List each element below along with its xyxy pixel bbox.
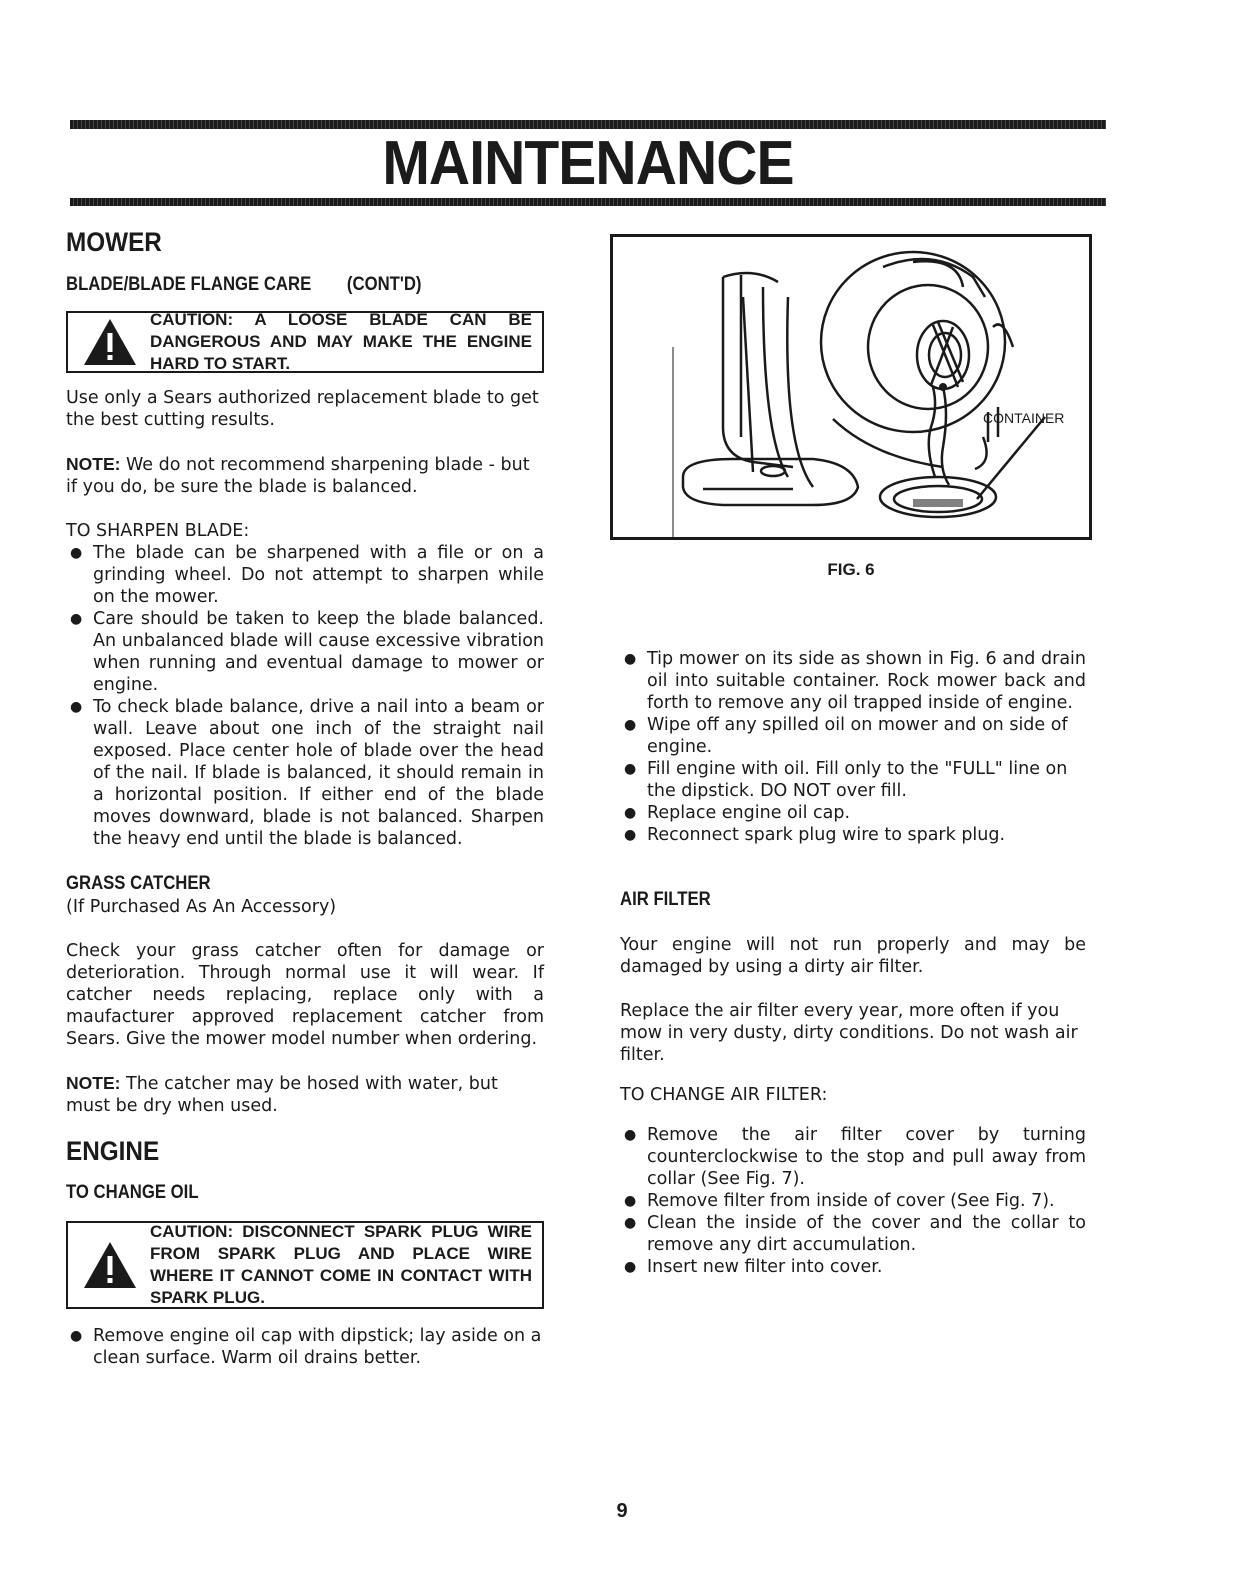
header-rule-top <box>70 120 1106 129</box>
list-item: ● Remove the air filter cover by turning counterclockwise to the stop and pull away from collar (See Fig. 7). <box>624 1125 1086 1189</box>
list-item: ● The blade can be sharpened with a file or on a grinding wheel. Do not attempt to sharpen while on the mower. <box>70 543 544 607</box>
blade-care-contd: (CONT'D) <box>346 274 422 295</box>
note-catcher <box>66 1072 544 1117</box>
warning-triangle-icon <box>82 1240 138 1290</box>
note-text: The catcher may be hosed with water, but must be dry when used. <box>66 1074 498 1116</box>
oil-list-left <box>66 1325 544 1369</box>
figure-6-image <box>610 234 1092 540</box>
list-item: ● Fill engine with oil. Fill only to the "FULL" line on the dipstick. DO NOT over fill. <box>624 759 1068 801</box>
sharpen-list <box>66 542 544 850</box>
note-sharpening <box>66 453 544 498</box>
list-item: ● Tip mower on its side as shown in Fig. 6 and drain oil into suitable container. Rock mower back and forth to remove any oil trapped inside of engine. <box>624 649 1086 713</box>
engine-heading: ENGINE <box>66 1136 160 1166</box>
caution-text-loose-blade: CAUTION: A LOOSE BLADE CAN BE DANGEROUS AND MAY MAKE THE ENGINE HARD TO START. <box>150 310 532 373</box>
figure-caption: FIG. 6 <box>827 560 875 579</box>
list-item: ● Reconnect spark plug wire to spark plug. <box>624 825 1006 845</box>
air-filter-paragraph-1: Your engine will not run properly and may be damaged by using a dirty air filter. <box>620 935 1086 977</box>
list-item: ● To check blade balance, drive a nail into a beam or wall. Leave about one inch of the straight nail exposed. Place center hole of blade over the head of the nail. If blade is balanced, it should remain in a horizontal position. If either end of the blade moves downward, blade is not balanced. Sharpen the heavy end until the blade is balanced. <box>70 697 544 849</box>
note-text: We do not recommend sharpening blade - but if you do, be sure the blade is balanced. <box>66 455 530 497</box>
figure-container-label: CONTAINER <box>983 410 1065 426</box>
list-item: ● Care should be taken to keep the blade balanced. An unbalanced blade will cause excessive vibration when running and eventual damage to mower or engine. <box>70 609 544 695</box>
list-item: ● Insert new filter into cover. <box>624 1257 883 1277</box>
mower-draining-illustration <box>613 237 1089 537</box>
list-item: ● Remove filter from inside of cover (See Fig. 7). <box>624 1191 1055 1211</box>
caution-text-spark-plug: CAUTION: DISCONNECT SPARK PLUG WIRE FROM SPARK PLUG AND PLACE WIRE WHERE IT CANNOT COME IN CONTACT WITH SPARK PLUG. <box>150 1222 532 1307</box>
list-item: ● Replace engine oil cap. <box>624 803 851 823</box>
change-air-filter-heading: TO CHANGE AIR FILTER: <box>620 1085 828 1105</box>
note-label: NOTE: <box>66 1073 121 1093</box>
oil-list-right <box>620 648 1086 846</box>
list-item: ● Clean the inside of the cover and the collar to remove any dirt accumulation. <box>624 1213 1086 1255</box>
grass-catcher-body: Check your grass catcher often for damage or deterioration. Through normal use it will wear. If catcher needs replacing, replace only with a maufacturer approved replacement catcher from Sears. Give the mower model number when ordering. <box>66 941 544 1049</box>
warning-triangle-icon <box>82 317 138 367</box>
list-item: ● Remove engine oil cap with dipstick; lay aside on a clean surface. Warm oil drains better. <box>70 1326 542 1368</box>
grass-catcher-heading: GRASS CATCHER <box>66 873 211 894</box>
blade-care-heading <box>66 273 487 297</box>
mower-heading: MOWER <box>66 227 162 257</box>
change-oil-heading: TO CHANGE OIL <box>66 1182 199 1203</box>
page-number: 9 <box>616 1500 628 1522</box>
air-filter-list <box>620 1124 1086 1278</box>
grass-catcher-subtitle: (If Purchased As An Accessory) <box>66 897 337 917</box>
note-label: NOTE: <box>66 454 121 474</box>
caution-box-spark-plug <box>66 1221 544 1309</box>
left-column <box>66 226 544 1369</box>
replacement-paragraph: Use only a Sears authorized replacement blade to get the best cutting results. <box>66 388 539 430</box>
blade-care-title: BLADE/BLADE FLANGE CARE <box>66 274 312 295</box>
header-rule-bottom <box>70 198 1106 206</box>
sharpen-heading: TO SHARPEN BLADE: <box>66 521 250 541</box>
right-column <box>620 648 1086 1278</box>
air-filter-heading: AIR FILTER <box>620 889 711 910</box>
page-title: MAINTENANCE <box>382 129 794 198</box>
caution-box-loose-blade <box>66 311 544 373</box>
list-item: ● Wipe off any spilled oil on mower and on side of engine. <box>624 715 1068 757</box>
air-filter-paragraph-2: Replace the air filter every year, more often if you mow in very dusty, dirty conditions. Do not wash air filter. <box>620 1001 1078 1065</box>
